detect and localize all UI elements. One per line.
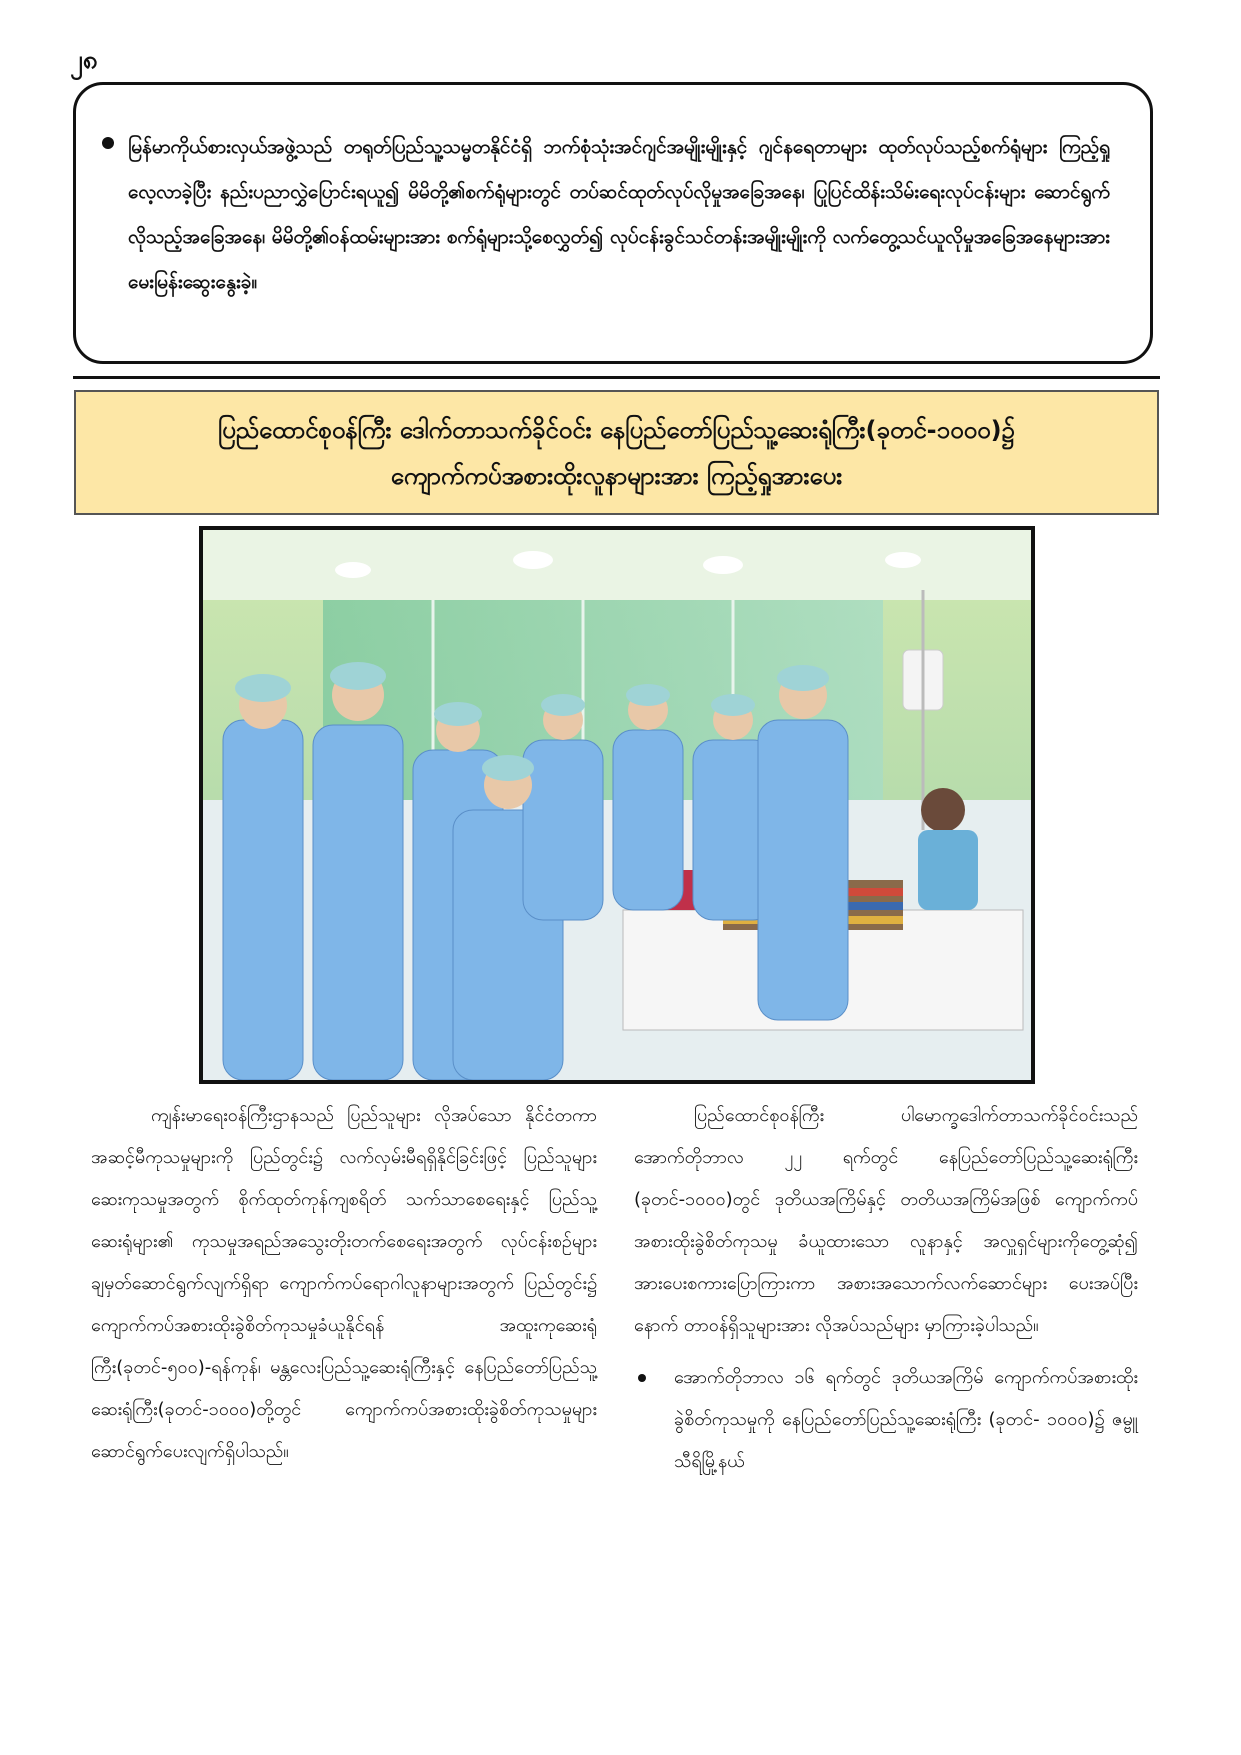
summary-bullet-text: မြန်မာကိုယ်စားလှယ်အဖွဲ့သည် တရုတ်ပြည်သူ့သမ္မတနိုင်ငံရှိ ဘက်စုံသုံးအင်ဂျင်အမျိုးမျိုးနှင့် ဂျင်နရေတာများ ထုတ်လုပ်သည့်စက်ရုံများ ကြည့်ရှုလေ့လာခဲ့ပြီး နည်းပညာလွှဲပြောင်းရယူ၍ မိမိတို့၏စက်ရုံများတွင် တပ်ဆင်ထုတ်လုပ်လိုမှုအခြေအနေ၊ ပြုပြင်ထိန်းသိမ်းရေးလုပ်ငန်းများ ဆောင်ရွက်လိုသည့်အခြေအနေ၊ မိမိတို့၏ဝန်ထမ်းများအား စက်ရုံများသို့စေလွှတ်၍ လုပ်ငန်းခွင်သင်တန်းအမျိုးမျိုးကို လက်တွေ့သင်ယူလိုမှုအခြေအနေများအား မေးမြန်းဆွေးနွေးခဲ့။ bbox=[128, 136, 1110, 293]
headline-line-1: ပြည်ထောင်စုဝန်ကြီး ဒေါက်တာသက်ခိုင်ဝင်း နေပြည်တော်ပြည်သူ့ဆေးရုံကြီး(ခုတင်-၁၀၀၀)၌ bbox=[218, 415, 1015, 444]
section-divider bbox=[73, 376, 1160, 379]
summary-bullet-box bbox=[73, 82, 1153, 364]
right-bullet-item bbox=[634, 1357, 1138, 1483]
right-column bbox=[634, 1095, 1138, 1483]
news-photo bbox=[199, 526, 1035, 1084]
right-bullet-text: အောက်တိုဘာလ ၁၆ ရက်တွင် ဒုတိယအကြိမ် ကျောက်ကပ်အစားထိုးခွဲစိတ်ကုသမှုကို နေပြည်တော်ပြည်သူ့ဆေးရုံကြီး (ခုတင်- ၁၀၀၀)၌ ဇမ္ဗူသီရိမြို့နယ် bbox=[674, 1367, 1138, 1472]
hospital-ward-photo bbox=[203, 530, 1031, 1080]
right-paragraph: ပြည်ထောင်စုဝန်ကြီး ပါမောက္ခဒေါက်တာသက်ခိုင်ဝင်းသည် အောက်တိုဘာလ ၂၂ ရက်တွင် နေပြည်တော်ပြည်သူ့ဆေးရုံကြီး (ခုတင်-၁၀၀၀)တွင် ဒုတိယအကြိမ်နှင့် တတိယအကြိမ်အဖြစ် ကျောက်ကပ်အစားထိုးခွဲစိတ်ကုသမှု ခံယူထားသော လူနာနှင့် အလှူရှင်များကိုတွေ့ဆုံ၍ အားပေးစကားပြောကြားကာ အစားအသောက်လက်ဆောင်များ ပေးအပ်ပြီးနောက် တာဝန်ရှိသူများအား လိုအပ်သည်များ မှာကြားခဲ့ပါသည်။ bbox=[634, 1105, 1138, 1336]
bullet-dot bbox=[638, 1374, 646, 1382]
bullet-dot bbox=[102, 137, 114, 149]
left-paragraph: ကျန်းမာရေးဝန်ကြီးဌာနသည် ပြည်သူများ လိုအပ်သော နိုင်ငံတကာအဆင့်မီကုသမှုများကို ပြည်တွင်း၌ လက်လှမ်းမီရရှိနိုင်ခြင်းဖြင့် ပြည်သူများဆေးကုသမှုအတွက် စိုက်ထုတ်ကုန်ကျစရိတ် သက်သာစေရေးနှင့် ပြည်သူ့ဆေးရုံများ၏ ကုသမှုအရည်အသွေးတိုးတက်စေရေးအတွက် လုပ်ငန်းစဉ်များ ချမှတ်ဆောင်ရွက်လျက်ရှိရာ ကျောက်ကပ်ရောဂါလူနာများအတွက် ပြည်တွင်း၌ ကျောက်ကပ်အစားထိုးခွဲစိတ်ကုသမှုခံယူနိုင်ရန် အထူးကုဆေးရုံကြီး(ခုတင်-၅၀၀)-ရန်ကုန်၊ မန္တလေးပြည်သူ့ဆေးရုံကြီးနှင့် နေပြည်တော်ပြည်သူ့ဆေးရုံကြီး(ခုတင်-၁၀၀၀)တို့တွင် ကျောက်ကပ်အစားထိုးခွဲစိတ်ကုသမှုများ ဆောင်ရွက်ပေးလျက်ရှိပါသည်။ bbox=[91, 1105, 597, 1462]
page-number: ၂၈ bbox=[70, 45, 98, 75]
left-column bbox=[91, 1095, 597, 1473]
headline-line-2: ကျောက်ကပ်အစားထိုးလူနာများအား ကြည့်ရှုအားပေး bbox=[390, 461, 843, 490]
headline-box bbox=[74, 390, 1159, 515]
